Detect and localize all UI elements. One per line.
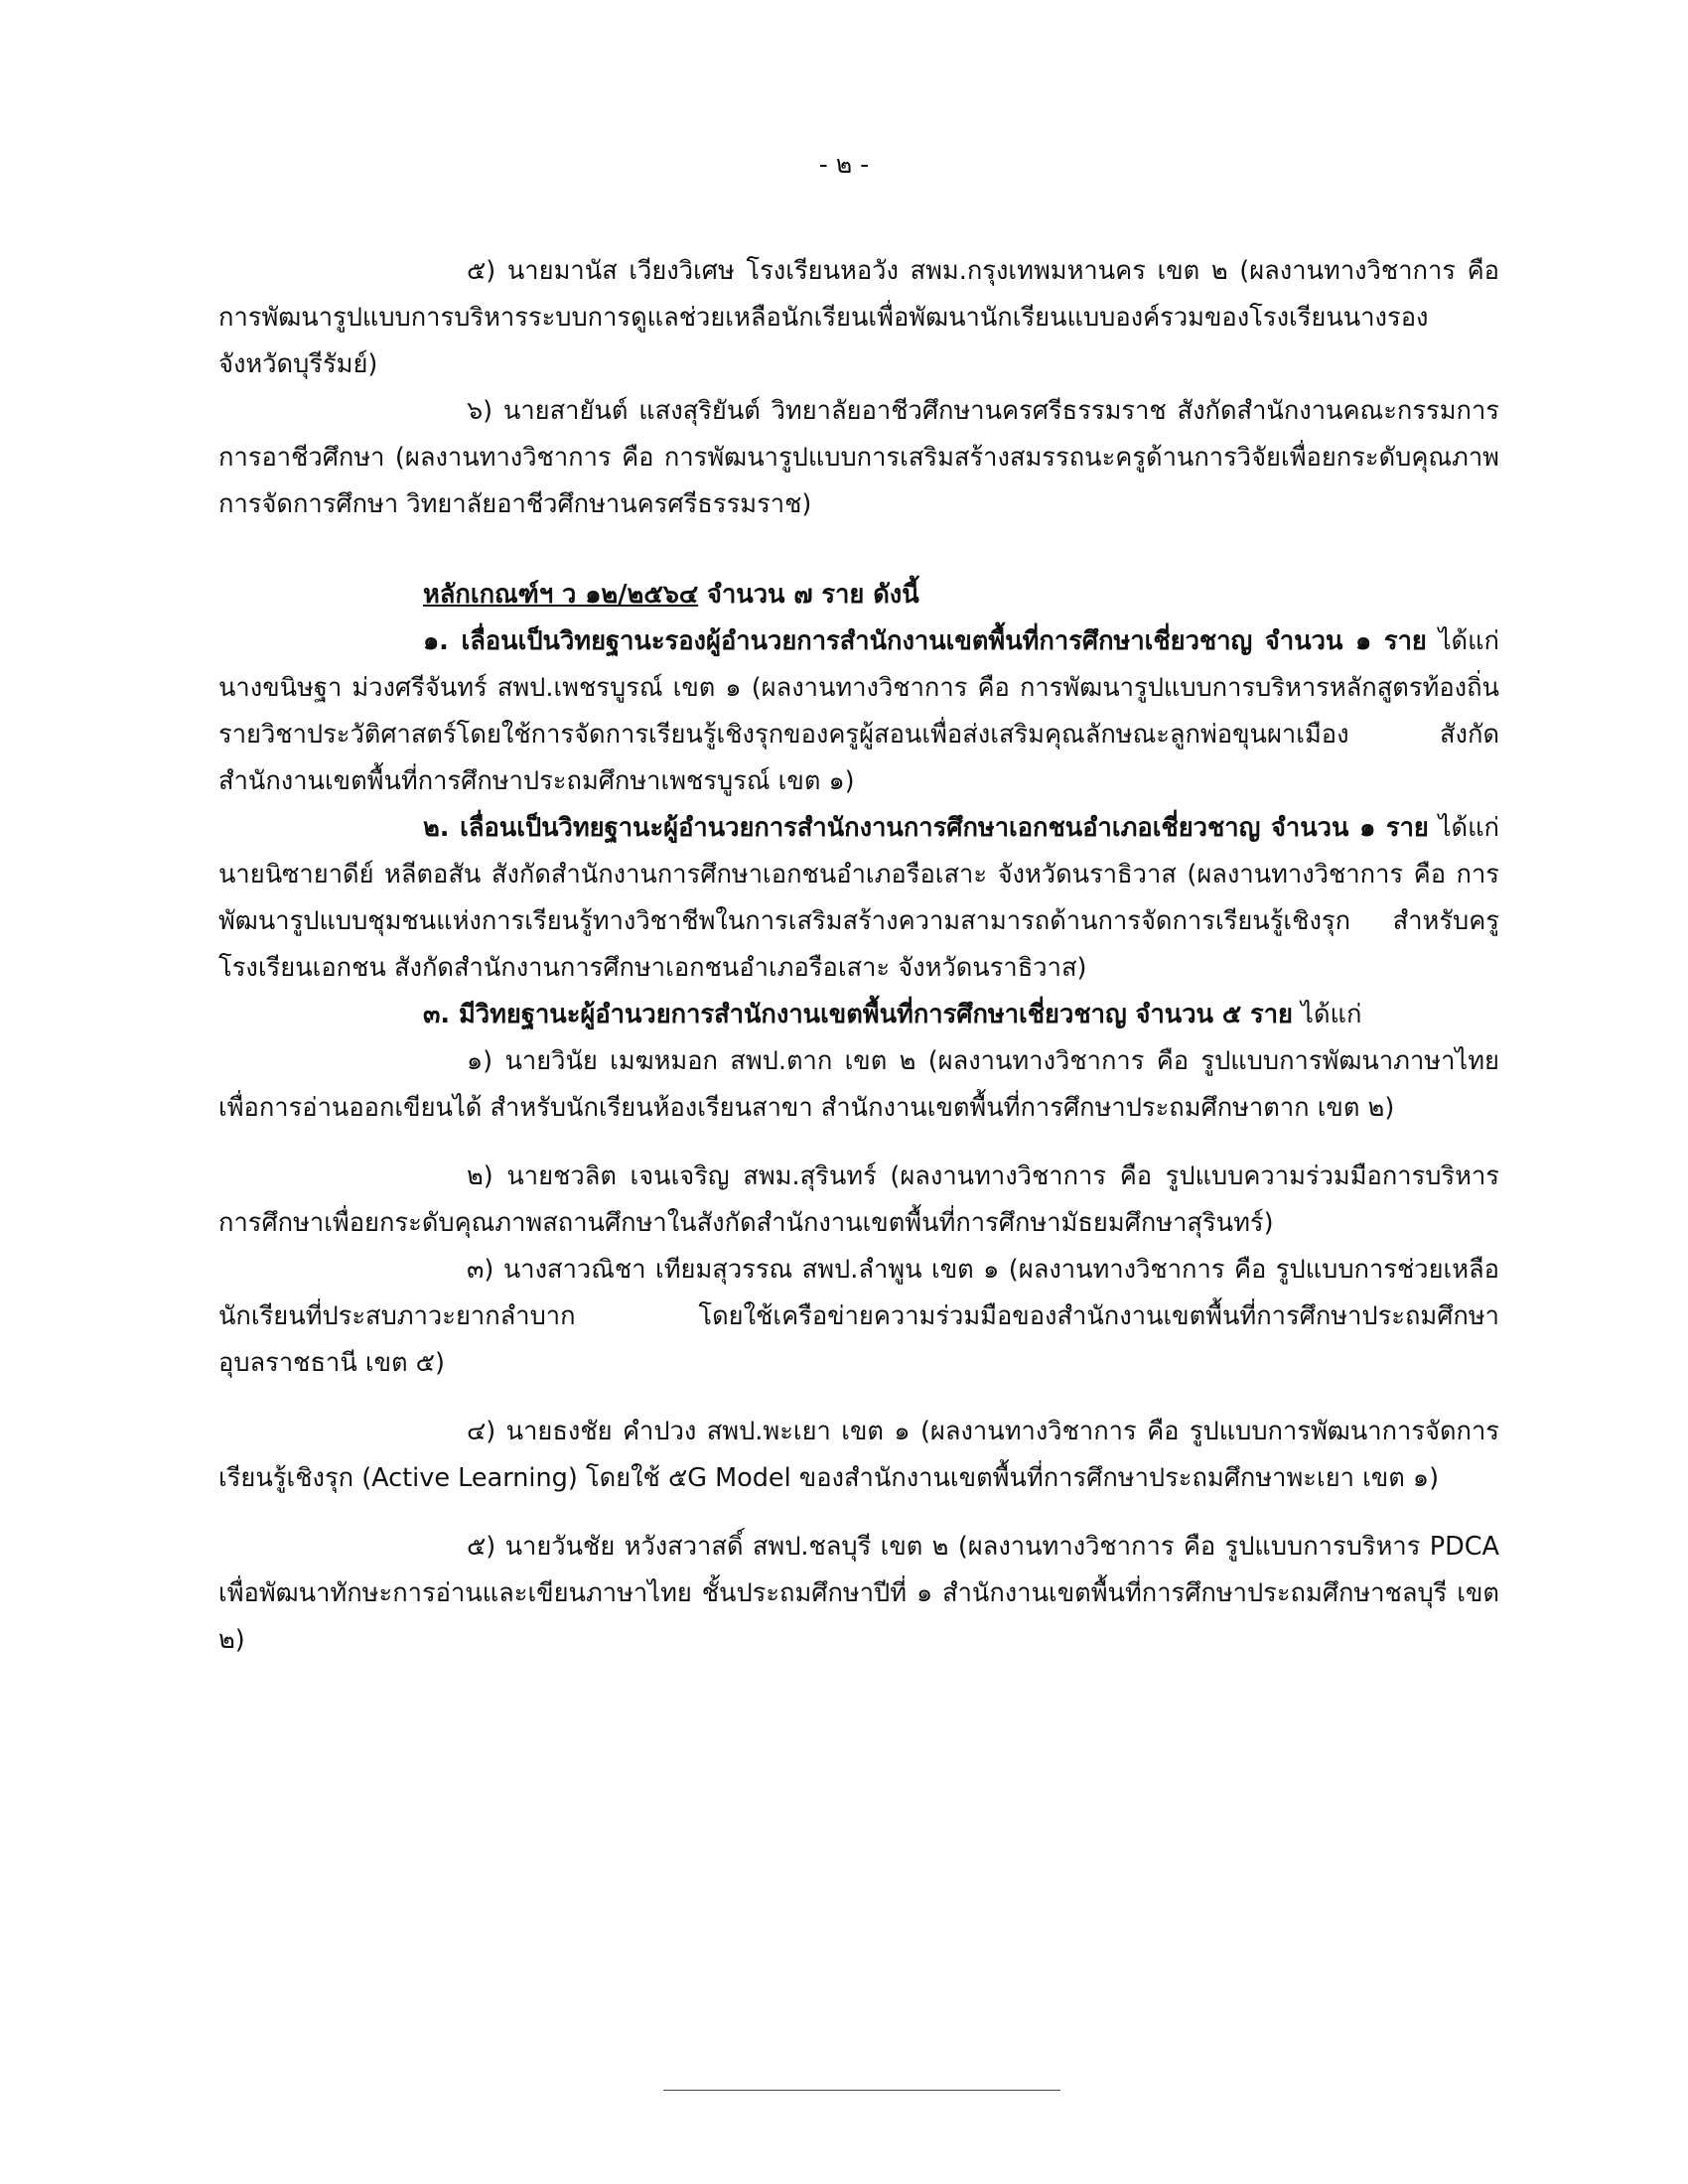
footer-divider [663,2090,1060,2091]
section-2-text: ได้แก่ นายนิซายาดีย์ หลีตอสัน สังกัดสำนักงานการศึกษาเอกชนอำเภอรือเสาะ จังหวัดนราธิวาส (ผลงานทางวิชาการ คือ การพัฒนารูปแบบชุมชนแห่งการเรียนรู้ทางวิชาชีพในการเสริมสร้างความสามารถด้านการจัดการเรียนรู้เชิงรุก สำหรับครูโรงเรียนเอกชน สังกัดสำนักงานการศึกษาเอกชนอำเภอรือเสาะ จังหวัดนราธิวาส) [218,813,1499,983]
criteria-heading [218,572,1499,618]
criteria-heading-rest: จำนวน ๗ ราย ดังนี้ [698,580,919,610]
list-item: ๓) นางสาวณิชา เทียมสุวรรณ สพป.ลำพูน เขต ๑ (ผลงานทางวิชาการ คือ รูปแบบการช่วยเหลือนักเรียนที่ประสบภาวะยากลำบาก โดยใช้เครือข่ายความร่วมมือของสำนักงานเขตพื้นที่การศึกษาประถมศึกษาอุบลราชธานี เขต ๕) [218,1255,1499,1378]
section-3-text: ได้แก่ [1293,1000,1362,1029]
page-number: - ๒ - [818,150,870,179]
section-1-heading: ๑. เลื่อนเป็นวิทยฐานะรองผู้อำนวยการสำนักงานเขตพื้นที่การศึกษาเชี่ยวชาญ จำนวน ๑ ราย [423,626,1427,656]
list-item: ๕) นายวันชัย หวังสวาสดิ์ สพป.ชลบุรี เขต ๒ (ผลงานทางวิชาการ คือ รูปแบบการบริหาร PDCA เพื่อพัฒนาทักษะการอ่านและเขียนภาษาไทย ชั้นประถมศึกษาปีที่ ๑ สำนักงานเขตพื้นที่การศึกษาประถมศึกษาชลบุรี เขต ๒) [218,1532,1499,1655]
section-1-text: ได้แก่ นางขนิษฐา ม่วงศรีจันทร์ สพป.เพชรบูรณ์ เขต ๑ (ผลงานทางวิชาการ คือ การพัฒนารูปแบบการบริหารหลักสูตรท้องถิ่นรายวิชาประวัติศาสตร์โดยใช้การจัดการเรียนรู้เชิงรุกของครูผู้สอนเพื่อส่งเสริมคุณลักษณะลูกพ่อขุนผาเมือง สังกัดสำนักงานเขตพื้นที่การศึกษาประถมศึกษาเพชรบูรณ์ เขต ๑) [218,626,1499,796]
criteria-heading-underlined: หลักเกณฑ์ฯ ว ๑๒/๒๕๖๔ [423,580,699,610]
section-3 [218,992,1499,1038]
list-item: ๖) นายสายันต์ แสงสุริยันต์ วิทยาลัยอาชีวศึกษานครศรีธรรมราช สังกัดสำนักงานคณะกรรมการการอาชีวศึกษา (ผลงานทางวิชาการ คือ การพัฒนารูปแบบการเสริมสร้างสมรรถนะครูด้านการวิจัยเพื่อยกระดับคุณภาพการจัดการศึกษา วิทยาลัยอาชีวศึกษานครศรีธรรมราช) [218,396,1499,519]
list-item: ๕) นายมานัส เวียงวิเศษ โรงเรียนหอวัง สพม.กรุงเทพมหานคร เขต ๒ (ผลงานทางวิชาการ คือ การพัฒนารูปแบบการบริหารระบบการดูแลช่วยเหลือนักเรียนเพื่อพัฒนานักเรียนแบบองค์รวมของโรงเรียนนางรอง จังหวัดบุรีรัมย์) [218,256,1499,379]
document-body [218,248,1499,1664]
section-3-heading: ๓. มีวิทยฐานะผู้อำนวยการสำนักงานเขตพื้นที่การศึกษาเชี่ยวชาญ จำนวน ๕ ราย [423,1000,1294,1029]
list-item: ๔) นายธงชัย คำปวง สพป.พะเยา เขต ๑ (ผลงานทางวิชาการ คือ รูปแบบการพัฒนาการจัดการเรียนรู้เชิงรุก (Active Learning) โดยใช้ ๕G Model ของสำนักงานเขตพื้นที่การศึกษาประถมศึกษาพะเยา เขต ๑) [218,1417,1499,1493]
list-item: ๑) นายวินัย เมฆหมอก สพป.ตาก เขต ๒ (ผลงานทางวิชาการ คือ รูปแบบการพัฒนาภาษาไทยเพื่อการอ่านออกเขียนได้ สำหรับนักเรียนห้องเรียนสาขา สำนักงานเขตพื้นที่การศึกษาประถมศึกษาตาก เขต ๒) [218,1046,1499,1123]
list-item: ๒) นายชวลิต เจนเจริญ สพม.สุรินทร์ (ผลงานทางวิชาการ คือ รูปแบบความร่วมมือการบริหารการศึกษาเพื่อยกระดับคุณภาพสถานศึกษาในสังกัดสำนักงานเขตพื้นที่การศึกษามัธยมศึกษาสุรินทร์) [218,1161,1499,1238]
section-2-heading: ๒. เลื่อนเป็นวิทยฐานะผู้อำนวยการสำนักงานการศึกษาเอกชนอำเภอเชี่ยวชาญ จำนวน ๑ ราย [423,813,1429,843]
section-1 [218,618,1499,805]
section-2 [218,805,1499,992]
